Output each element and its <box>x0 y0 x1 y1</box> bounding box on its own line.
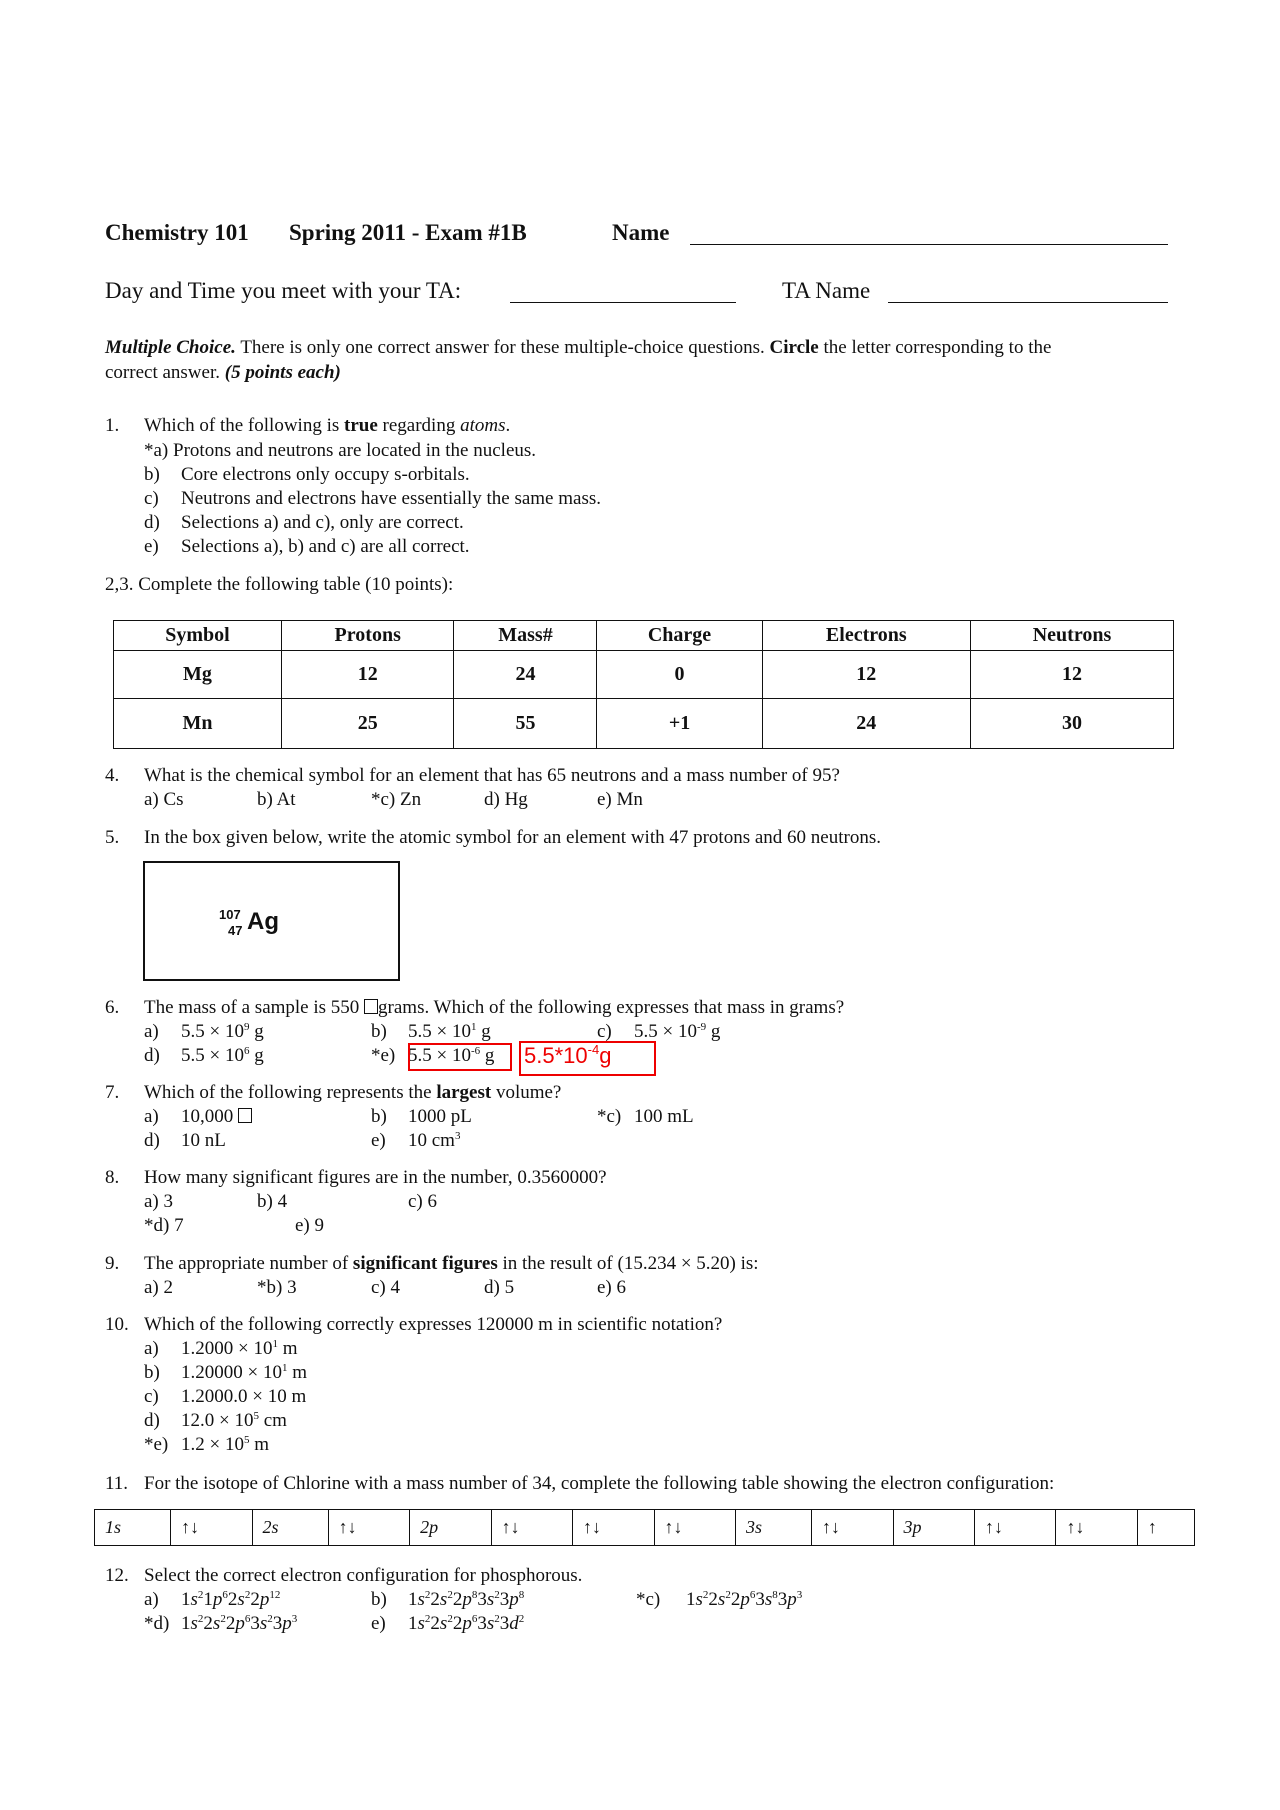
table-cell[interactable]: 25 <box>281 699 454 749</box>
q12-option-e[interactable]: e) $1s^22s^22p^63s^23d^2$ <box>371 1613 525 1634</box>
q1-option-text: Neutrons and electrons have essentially the same mass. <box>181 488 601 509</box>
q7-option-e[interactable] <box>371 1130 460 1152</box>
orbital-box[interactable]: ↑↓ <box>573 1510 654 1546</box>
q9-pre: The appropriate number of <box>144 1253 353 1274</box>
option-unit: cm <box>258 1410 287 1431</box>
option-label: e) <box>371 1130 386 1151</box>
q4-option-e[interactable]: e) Mn <box>597 789 643 810</box>
atom-table-header <box>114 621 1174 651</box>
option-label: *e) <box>144 1434 169 1455</box>
q10-text: Which of the following correctly expresses 120000 m in scientific notation? <box>144 1314 723 1335</box>
q10-option-c[interactable] <box>144 1386 306 1408</box>
q1-option-label: e) <box>144 536 159 557</box>
q8-option-b[interactable]: b) 4 <box>257 1191 288 1212</box>
option-unit: g <box>480 1045 495 1066</box>
q4-text: What is the chemical symbol for an element that has 65 neutrons and a mass number of 95? <box>144 765 840 786</box>
q7-option-d[interactable] <box>144 1130 226 1152</box>
orbital-label: 2s <box>252 1510 328 1546</box>
q8-text: How many significant figures are in the number, 0.3560000? <box>144 1167 607 1188</box>
option-label: e) <box>371 1613 386 1634</box>
table-cell[interactable]: 12 <box>281 651 454 699</box>
day-time-blank[interactable] <box>510 302 736 303</box>
name-blank[interactable] <box>690 244 1168 245</box>
q9-end: in the result of (15.234 × 5.20) is: <box>497 1253 759 1274</box>
option-text: 1000 pL <box>408 1106 472 1127</box>
q10-option-e[interactable] <box>144 1434 269 1456</box>
option-base: 5.5 × 10 <box>634 1021 697 1042</box>
table-cell[interactable]: Mg <box>114 651 282 699</box>
option-label: a) <box>144 1106 159 1127</box>
option-label: b) <box>371 1021 387 1042</box>
q10-number: 10. <box>105 1314 129 1335</box>
q9-number: 9. <box>105 1253 120 1274</box>
orbital-box[interactable]: ↑↓ <box>328 1510 409 1546</box>
exam-title: Spring 2011 - Exam #1B <box>289 220 527 245</box>
q12-option-d[interactable]: *d) $1s^22s^22p^63s^23p^3$ <box>144 1613 298 1634</box>
q7-option-c[interactable] <box>597 1106 694 1128</box>
option-base: 12.0 × 10 <box>181 1410 254 1431</box>
option-label: d) <box>144 1410 160 1431</box>
course-title: Chemistry 101 <box>105 220 249 245</box>
q1-mid: regarding <box>377 415 461 436</box>
missing-glyph-icon <box>238 1108 252 1123</box>
instructions-circle: Circle <box>769 337 819 358</box>
name-label: Name <box>612 220 670 245</box>
option-exponent: 9 <box>243 1021 250 1033</box>
q9-option-d[interactable]: d) 5 <box>484 1277 515 1298</box>
table-cell[interactable]: 24 <box>454 651 597 699</box>
option-base: 5.5 × 10 <box>181 1045 244 1066</box>
orbital-label: 2p <box>410 1510 491 1546</box>
option-text: 10,000 <box>181 1106 238 1127</box>
table-header: Electrons <box>762 621 970 651</box>
option-exponent: 1 <box>281 1362 288 1374</box>
q23-text: 2,3. Complete the following table (10 points): <box>105 574 454 595</box>
q6-text-a: The mass of a sample is 550 <box>144 997 365 1018</box>
option-unit: g <box>476 1021 491 1042</box>
option-text: 10 nL <box>181 1130 226 1151</box>
option-exponent: 1 <box>470 1021 477 1033</box>
q12-number: 12. <box>105 1565 129 1586</box>
q1-option-label: d) <box>144 512 160 533</box>
option-label: a) <box>144 1021 159 1042</box>
q1-option-text: Selections a), b) and c) are all correct. <box>181 536 470 557</box>
annotation-base: 5.5*10 <box>524 1043 588 1068</box>
option-label: d) <box>144 1045 160 1066</box>
q7-bold: largest <box>436 1082 492 1103</box>
q8-number: 8. <box>105 1167 120 1188</box>
instructions-text3: correct answer. <box>105 362 225 383</box>
table-cell[interactable]: 0 <box>597 651 762 699</box>
q11-text: For the isotope of Chlorine with a mass number of 34, complete the following table showing the electron configuration: <box>144 1473 1055 1494</box>
option-exponent: 1 <box>272 1338 278 1350</box>
q9-option-b[interactable]: *b) 3 <box>257 1277 297 1298</box>
q1-option-label: *a) <box>144 440 169 461</box>
instructions-line1 <box>105 337 1051 359</box>
q7-end: volume? <box>491 1082 562 1103</box>
isotope-mass-number: 107 <box>219 907 241 922</box>
q4-option-c[interactable]: *c) Zn <box>371 789 422 810</box>
orbital-label: 1s <box>95 1510 171 1546</box>
option-label: c) <box>597 1021 612 1042</box>
q6-text-b: grams. Which of the following expresses that mass in grams? <box>378 997 845 1018</box>
table-row <box>114 651 1174 699</box>
q4-option-d[interactable]: d) Hg <box>484 789 528 810</box>
q1-option-text: Selections a) and c), only are correct. <box>181 512 464 533</box>
q10-option-a[interactable] <box>144 1338 298 1360</box>
option-unit: m <box>277 1338 298 1359</box>
q9-option-e[interactable]: e) 6 <box>597 1277 627 1298</box>
q12-option-b[interactable]: b) $1s^22s^22p^83s^23p^8$ <box>371 1589 525 1610</box>
option-base: 1.2 × 10 <box>181 1434 244 1455</box>
option-exponent: 5 <box>243 1434 250 1446</box>
annotation-text <box>524 1043 611 1069</box>
q6-option-c[interactable] <box>597 1021 720 1043</box>
q12-option-a[interactable]: a) $1s^21p^62s^22p^{12}$ <box>144 1589 281 1610</box>
q1-ital: atoms <box>460 415 506 436</box>
q5-number: 5. <box>105 827 120 848</box>
option-exponent: 5 <box>253 1410 259 1422</box>
table-header: Protons <box>281 621 454 651</box>
q1-number: 1. <box>105 415 120 436</box>
instructions-text1: There is only one correct answer for these multiple-choice questions. <box>235 337 770 358</box>
table-cell[interactable]: 24 <box>762 699 970 749</box>
table-cell[interactable]: 30 <box>971 699 1174 749</box>
instructions-points: (5 points each) <box>224 362 341 383</box>
answer-highlight-box <box>408 1043 512 1071</box>
q1-option-a[interactable] <box>144 440 536 462</box>
orbital-box[interactable]: ↑ <box>1137 1510 1194 1546</box>
orbital-box[interactable]: ↑↓ <box>974 1510 1055 1546</box>
q6-text <box>144 997 844 1019</box>
q1-option-text: Protons and neutrons are located in the nucleus. <box>173 440 537 461</box>
table-header: Symbol <box>114 621 282 651</box>
option-label: *e) <box>371 1045 396 1066</box>
table-row <box>95 1510 1195 1546</box>
option-base: 1.20000 × 10 <box>181 1362 282 1383</box>
q4-option-b[interactable]: b) At <box>257 789 296 810</box>
q12-text: Select the correct electron configuration for phosphorous. <box>144 1565 583 1586</box>
instructions-text2: the letter corresponding to the <box>818 337 1052 358</box>
option-base: 5.5 × 10 <box>408 1021 471 1042</box>
q7-text <box>144 1082 561 1104</box>
option-label: b) <box>371 1589 387 1610</box>
q8-option-c[interactable]: c) 6 <box>408 1191 438 1212</box>
q8-option-a[interactable]: a) 3 <box>144 1191 174 1212</box>
option-exponent: 3 <box>454 1130 461 1142</box>
q7-option-a[interactable] <box>144 1106 252 1128</box>
option-unit: m <box>287 1362 307 1383</box>
ta-name-blank[interactable] <box>888 302 1168 303</box>
annotation-exponent: -4 <box>587 1042 600 1057</box>
q9-option-a[interactable]: a) 2 <box>144 1277 174 1298</box>
table-cell[interactable]: Mn <box>114 699 282 749</box>
q1-bold: true <box>344 415 378 436</box>
instructions-lead: Multiple Choice. <box>105 337 236 358</box>
option-label: *c) <box>597 1106 622 1127</box>
orbital-box[interactable]: ↑↓ <box>654 1510 735 1546</box>
q6-option-b[interactable] <box>371 1021 491 1043</box>
q1-option-label: c) <box>144 488 159 509</box>
option-base: 5.5 × 10 <box>408 1045 471 1066</box>
q4-number: 4. <box>105 765 120 786</box>
isotope-symbol: Ag <box>247 908 279 935</box>
table-cell[interactable]: 12 <box>762 651 970 699</box>
orbital-box[interactable]: ↑↓ <box>812 1510 893 1546</box>
q8-option-e[interactable]: e) 9 <box>295 1215 325 1236</box>
q1-pre: Which of the following is <box>144 415 344 436</box>
table-header: Neutrons <box>971 621 1174 651</box>
q1-text <box>144 415 510 437</box>
q9-bold: significant figures <box>352 1253 498 1274</box>
isotope-atomic-number: 47 <box>228 923 243 938</box>
option-label: b) <box>144 1362 160 1383</box>
q4-option-a[interactable]: a) Cs <box>144 789 184 810</box>
q12-option-c[interactable]: *c) $1s^22s^22p^63s^83p^3$ <box>636 1589 803 1610</box>
option-base: 5.5 × 10 <box>181 1021 244 1042</box>
q7-number: 7. <box>105 1082 120 1103</box>
option-text: 100 mL <box>634 1106 694 1127</box>
atom-table <box>113 620 1174 749</box>
option-label: a) <box>144 1338 159 1359</box>
q10-option-d[interactable] <box>144 1410 287 1432</box>
q5-text: In the box given below, write the atomic symbol for an element with 47 protons and 60 neutrons. <box>144 827 881 848</box>
option-label: d) <box>144 1130 160 1151</box>
option-label: *d) <box>144 1613 170 1634</box>
q6-option-a[interactable] <box>144 1021 264 1043</box>
q7-option-b[interactable] <box>371 1106 472 1128</box>
table-cell[interactable]: +1 <box>597 699 762 749</box>
q10-option-b[interactable] <box>144 1362 307 1384</box>
q1-option-c[interactable] <box>144 488 601 510</box>
option-label: b) <box>371 1106 387 1127</box>
option-base: 1.2000.0 × 10 m <box>181 1386 307 1407</box>
instructions-line2 <box>105 362 341 384</box>
q1-option-b[interactable] <box>144 464 470 486</box>
missing-glyph-icon <box>364 999 378 1014</box>
q8-option-d[interactable]: *d) 7 <box>144 1215 184 1236</box>
electron-config-table <box>94 1509 1195 1546</box>
q1-option-e[interactable] <box>144 536 470 558</box>
option-text: 10 cm <box>408 1130 455 1151</box>
ta-name-label: TA Name <box>782 278 871 303</box>
q9-option-c[interactable]: c) 4 <box>371 1277 401 1298</box>
q1-option-d[interactable] <box>144 512 464 534</box>
q1-option-text: Core electrons only occupy s-orbitals. <box>181 464 470 485</box>
option-unit: g <box>706 1021 721 1042</box>
orbital-box[interactable]: ↑↓ <box>171 1510 252 1546</box>
table-row <box>114 699 1174 749</box>
q1-option-label: b) <box>144 464 160 485</box>
q6-option-d[interactable] <box>144 1045 264 1067</box>
option-label: *c) <box>636 1589 661 1610</box>
day-time-label: Day and Time you meet with your TA: <box>105 278 462 303</box>
table-cell[interactable]: 12 <box>971 651 1174 699</box>
orbital-label: 3s <box>735 1510 811 1546</box>
orbital-label: 3p <box>893 1510 974 1546</box>
option-exponent: 6 <box>243 1045 250 1057</box>
orbital-box[interactable]: ↑↓ <box>491 1510 572 1546</box>
option-unit: g <box>249 1021 264 1042</box>
q6-number: 6. <box>105 997 120 1018</box>
orbital-box[interactable]: ↑↓ <box>1056 1510 1137 1546</box>
option-exponent: -6 <box>470 1045 481 1057</box>
option-exponent: -9 <box>696 1021 707 1033</box>
option-unit: m <box>249 1434 269 1455</box>
table-cell[interactable]: 55 <box>454 699 597 749</box>
annotation-unit: g <box>599 1043 612 1068</box>
option-label: c) <box>144 1386 159 1407</box>
option-unit: g <box>249 1045 264 1066</box>
table-header: Mass# <box>454 621 597 651</box>
q9-text <box>144 1253 759 1275</box>
option-label: a) <box>144 1589 159 1610</box>
q7-pre: Which of the following represents the <box>144 1082 437 1103</box>
option-base: 1.2000 × 10 <box>181 1338 273 1359</box>
table-header: Charge <box>597 621 762 651</box>
q1-end: . <box>505 415 511 436</box>
q11-number: 11. <box>105 1473 129 1494</box>
